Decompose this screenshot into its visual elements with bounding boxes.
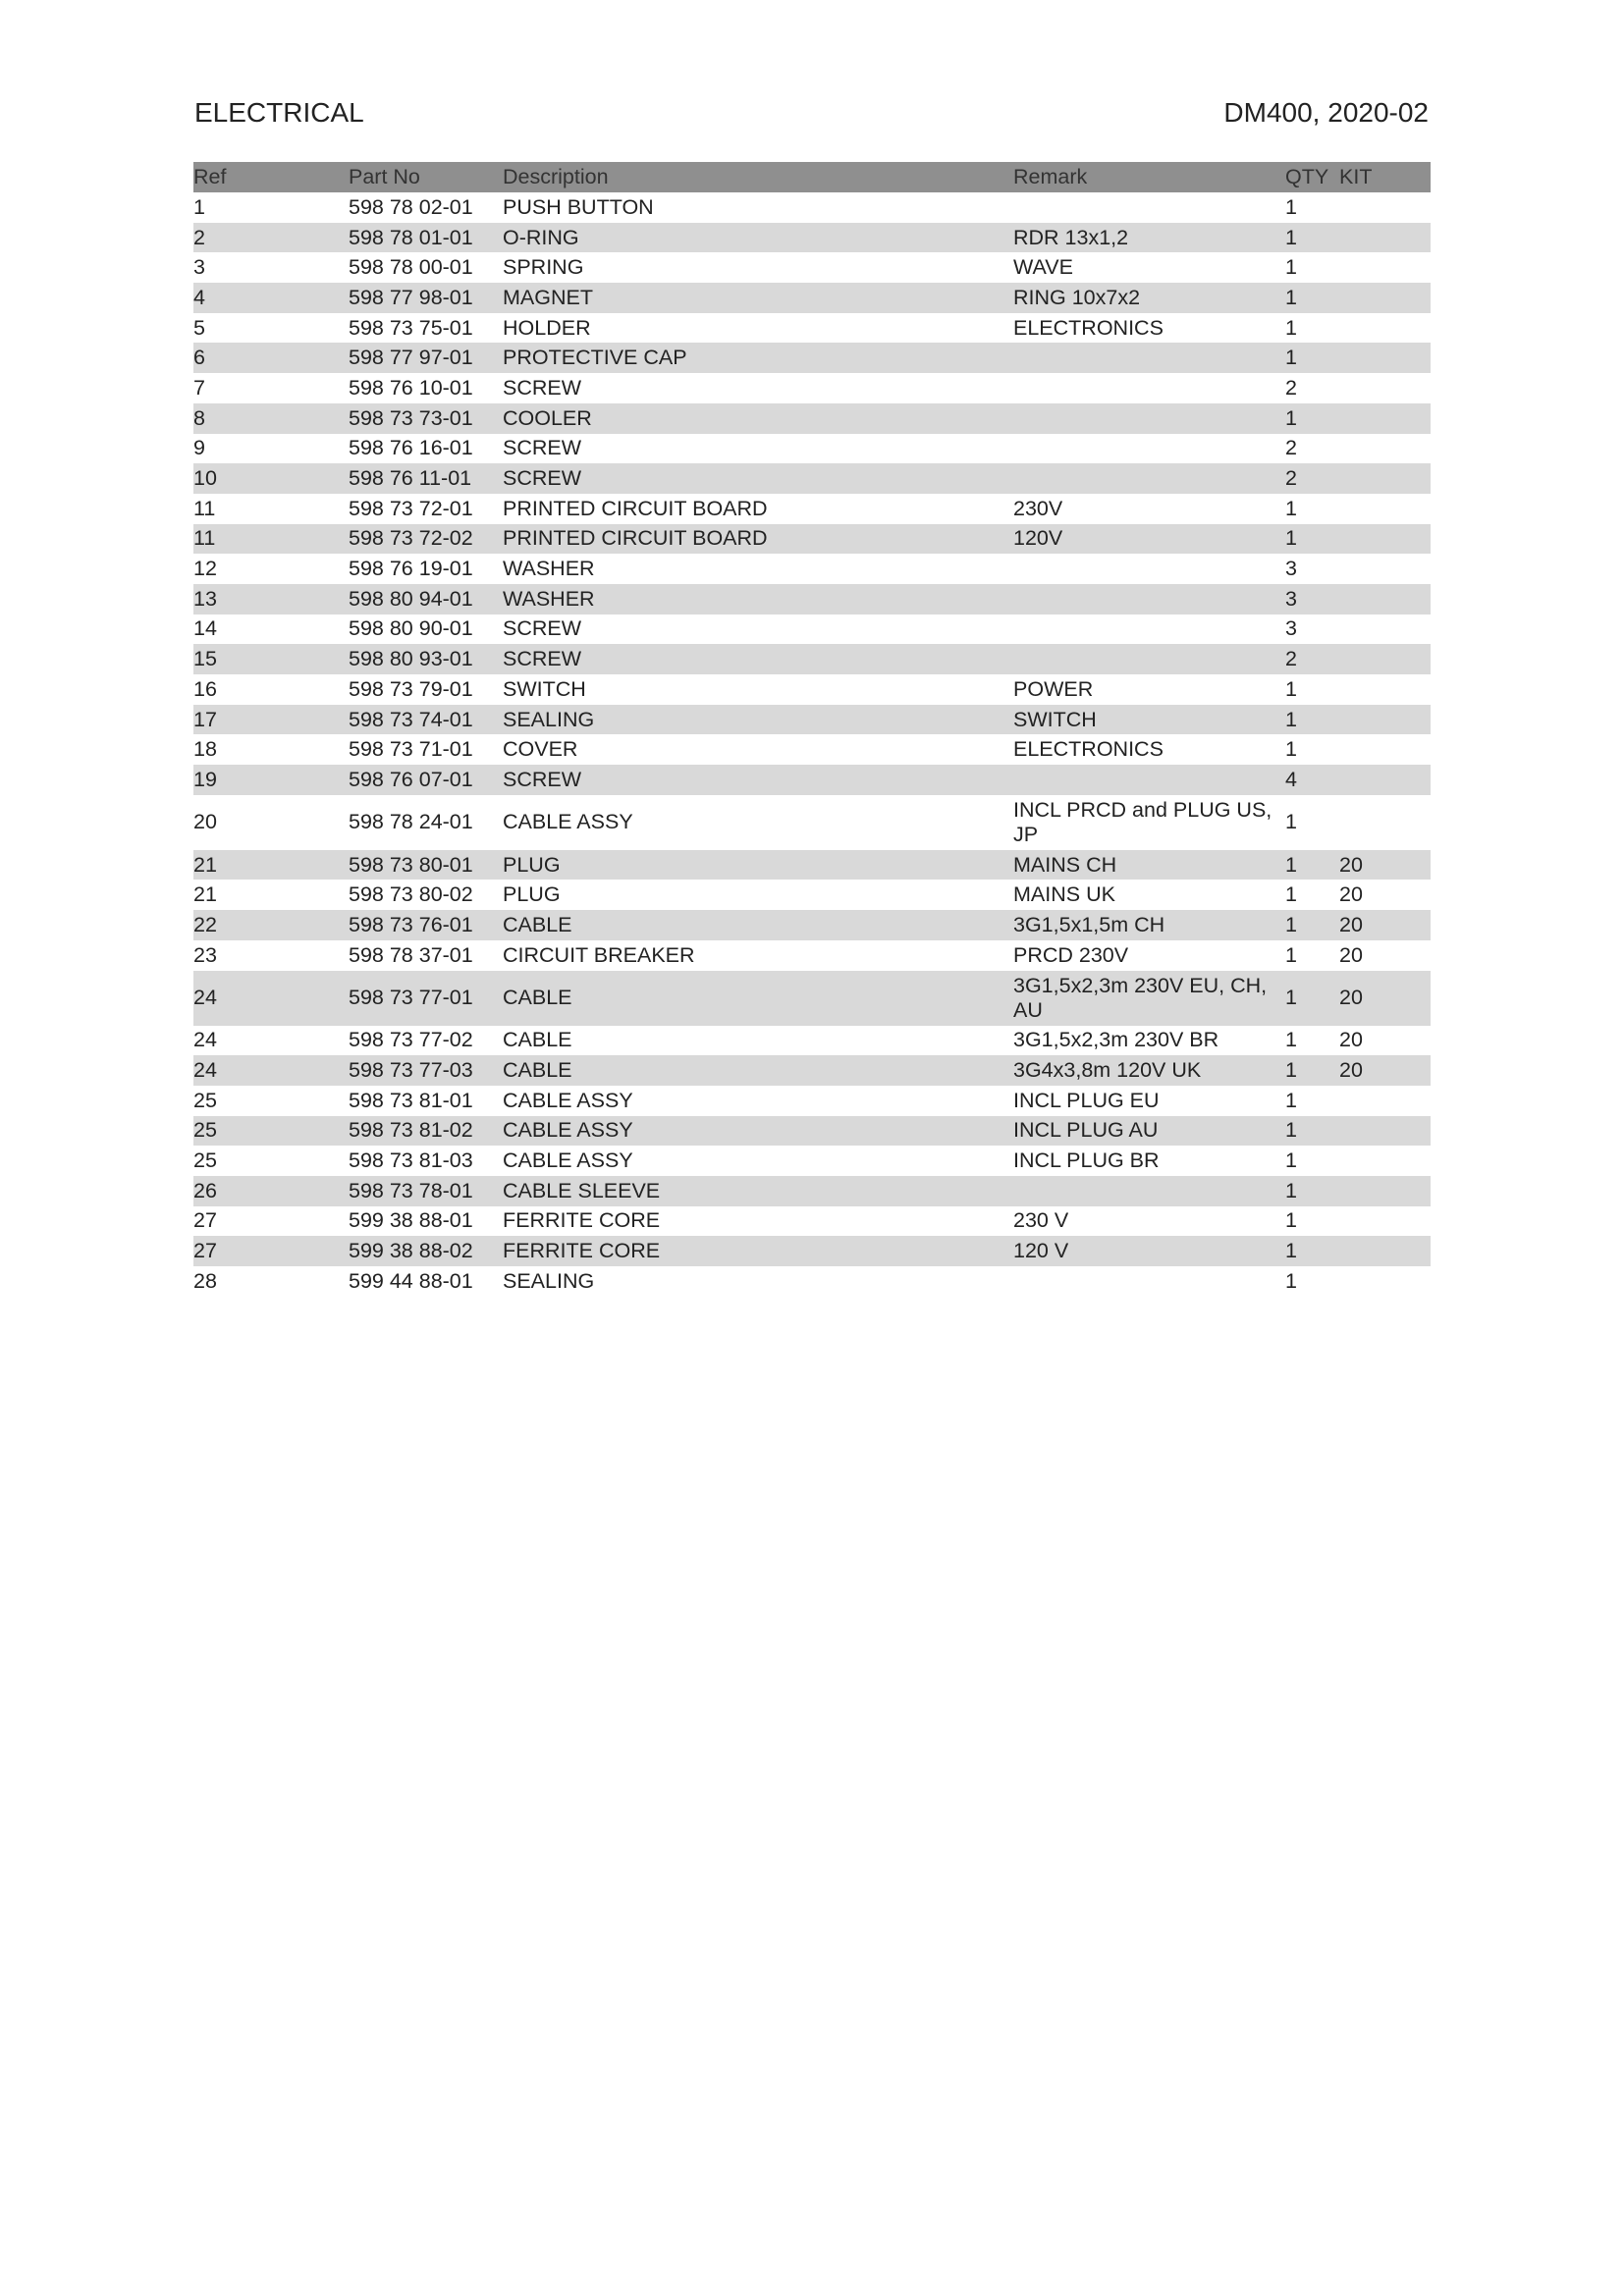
remark-cell: ELECTRONICS (1013, 315, 1164, 340)
kit-cell (1339, 1086, 1431, 1116)
description-cell: WASHER (503, 586, 595, 611)
part-no-cell: 599 38 88-01 (349, 1208, 473, 1233)
part-no-cell: 598 80 93-01 (349, 647, 473, 671)
qty-cell: 1 (1285, 912, 1297, 936)
kit-cell (1339, 705, 1431, 735)
table-row (193, 223, 1431, 253)
kit-cell: 20 (1339, 1058, 1363, 1083)
kit-cell: 20 (1339, 882, 1363, 907)
ref-cell: 2 (193, 225, 205, 249)
description-cell: SCREW (503, 375, 582, 400)
description-cell: SWITCH (503, 676, 586, 701)
part-no-cell: 598 73 80-02 (349, 882, 473, 907)
kit-cell (1339, 252, 1431, 283)
table-header-row (193, 162, 1431, 192)
remark-cell (1013, 403, 1285, 434)
part-no-cell: 598 73 77-03 (349, 1058, 473, 1083)
table-row (193, 850, 1431, 881)
part-no-cell: 598 78 01-01 (349, 225, 473, 249)
ref-cell: 13 (193, 586, 217, 611)
qty-cell: 1 (1285, 882, 1297, 907)
table-row (193, 644, 1431, 674)
qty-cell: 1 (1285, 1118, 1297, 1143)
description-cell: PLUG (503, 852, 561, 877)
table-row (193, 971, 1431, 1026)
table-row (193, 1266, 1431, 1297)
part-no-cell: 598 73 81-02 (349, 1118, 473, 1143)
qty-cell: 1 (1285, 346, 1297, 370)
description-cell: PRINTED CIRCUIT BOARD (503, 496, 768, 520)
section-title: ELECTRICAL (194, 97, 364, 128)
kit-cell (1339, 313, 1431, 344)
column-header-part-no: Part No (349, 165, 420, 188)
kit-cell (1339, 524, 1431, 555)
kit-cell (1339, 373, 1431, 403)
part-no-cell: 598 76 10-01 (349, 375, 473, 400)
part-no-cell: 598 73 81-03 (349, 1148, 473, 1173)
part-no-cell: 598 73 78-01 (349, 1178, 473, 1202)
ref-cell: 25 (193, 1118, 217, 1143)
ref-cell: 6 (193, 346, 205, 370)
ref-cell: 11 (193, 496, 216, 520)
ref-cell: 24 (193, 1028, 217, 1052)
description-cell: FERRITE CORE (503, 1208, 661, 1233)
ref-cell: 1 (193, 194, 205, 219)
table-row (193, 795, 1431, 850)
ref-cell: 15 (193, 647, 217, 671)
ref-cell: 8 (193, 405, 205, 430)
remark-cell: 3G4x3,8m 120V UK (1013, 1058, 1202, 1083)
table-row (193, 705, 1431, 735)
ref-cell: 3 (193, 255, 205, 280)
remark-cell: WAVE (1013, 255, 1073, 280)
remark-cell: RING 10x7x2 (1013, 285, 1141, 309)
qty-cell: 1 (1285, 707, 1297, 731)
ref-cell: 22 (193, 912, 217, 936)
remark-cell (1013, 434, 1285, 464)
remark-cell: INCL PLUG EU (1013, 1088, 1160, 1112)
part-no-cell: 598 78 37-01 (349, 942, 473, 967)
kit-cell: 20 (1339, 912, 1363, 936)
column-header-ref: Ref (193, 165, 227, 188)
qty-cell: 1 (1285, 315, 1297, 340)
qty-cell: 1 (1285, 942, 1297, 967)
ref-cell: 27 (193, 1208, 217, 1233)
ref-cell: 21 (193, 852, 217, 877)
qty-cell: 1 (1285, 1178, 1297, 1202)
qty-cell: 1 (1285, 1028, 1297, 1052)
kit-cell (1339, 1176, 1431, 1206)
remark-cell: 230 V (1013, 1208, 1069, 1233)
ref-cell: 10 (193, 466, 217, 491)
description-cell: PROTECTIVE CAP (503, 346, 687, 370)
description-cell: CABLE SLEEVE (503, 1178, 661, 1202)
ref-cell: 27 (193, 1239, 217, 1263)
remark-cell: INCL PLUG AU (1013, 1118, 1159, 1143)
column-header-description: Description (503, 165, 609, 188)
page-header (194, 95, 1429, 131)
part-no-cell: 598 78 24-01 (349, 810, 473, 834)
table-row (193, 674, 1431, 705)
qty-cell: 2 (1285, 466, 1297, 491)
table-row (193, 313, 1431, 344)
table-row (193, 1206, 1431, 1237)
kit-cell (1339, 434, 1431, 464)
part-no-cell: 598 73 73-01 (349, 405, 473, 430)
qty-cell: 1 (1285, 405, 1297, 430)
qty-cell: 1 (1285, 526, 1297, 551)
part-no-cell: 599 44 88-01 (349, 1268, 473, 1293)
ref-cell: 21 (193, 882, 217, 907)
part-no-cell: 598 77 97-01 (349, 346, 473, 370)
table-row (193, 283, 1431, 313)
kit-cell (1339, 644, 1431, 674)
remark-cell (1013, 192, 1285, 223)
description-cell: CABLE (503, 912, 572, 936)
remark-cell (1013, 373, 1285, 403)
remark-cell (1013, 584, 1285, 614)
table-row (193, 584, 1431, 614)
description-cell: WASHER (503, 557, 595, 581)
qty-cell: 1 (1285, 986, 1297, 1009)
ref-cell: 5 (193, 315, 205, 340)
kit-cell (1339, 765, 1431, 795)
description-cell: MAGNET (503, 285, 593, 309)
part-no-cell: 598 73 81-01 (349, 1088, 473, 1112)
column-header-qty: QTY (1285, 165, 1329, 188)
ref-cell: 25 (193, 1148, 217, 1173)
remark-cell: RDR 13x1,2 (1013, 225, 1129, 249)
remark-cell: PRCD 230V (1013, 942, 1129, 967)
remark-cell: INCL PLUG BR (1013, 1148, 1160, 1173)
kit-cell (1339, 1146, 1431, 1176)
part-no-cell: 598 73 71-01 (349, 737, 473, 762)
description-cell: CABLE ASSY (503, 1118, 633, 1143)
remark-cell: ELECTRONICS (1013, 737, 1164, 762)
table-row (193, 463, 1431, 494)
description-cell: CABLE ASSY (503, 1088, 633, 1112)
kit-cell (1339, 614, 1431, 645)
table-row (193, 1176, 1431, 1206)
remark-cell (1013, 463, 1285, 494)
ref-cell: 18 (193, 737, 217, 762)
description-cell: PLUG (503, 882, 561, 907)
remark-cell (1013, 554, 1285, 584)
kit-cell: 20 (1339, 852, 1363, 877)
ref-cell: 12 (193, 557, 217, 581)
description-cell: PRINTED CIRCUIT BOARD (503, 526, 768, 551)
table-row (193, 1146, 1431, 1176)
qty-cell: 1 (1285, 194, 1297, 219)
remark-cell: 3G1,5x2,3m 230V BR (1013, 1028, 1219, 1052)
remark-cell: SWITCH (1013, 707, 1097, 731)
ref-cell: 16 (193, 676, 217, 701)
description-cell: CIRCUIT BREAKER (503, 942, 695, 967)
description-cell: FERRITE CORE (503, 1239, 661, 1263)
kit-cell (1339, 1236, 1431, 1266)
description-cell: SEALING (503, 1268, 595, 1293)
table-row (193, 1055, 1431, 1086)
qty-cell: 1 (1285, 1208, 1297, 1233)
remark-cell (1013, 1266, 1285, 1297)
description-cell: HOLDER (503, 315, 591, 340)
qty-cell: 3 (1285, 557, 1297, 581)
kit-cell (1339, 403, 1431, 434)
part-no-cell: 598 76 07-01 (349, 767, 473, 791)
table-row (193, 434, 1431, 464)
ref-cell: 17 (193, 707, 217, 731)
part-no-cell: 598 73 75-01 (349, 315, 473, 340)
ref-cell: 26 (193, 1178, 217, 1202)
table-row (193, 734, 1431, 765)
table-row (193, 554, 1431, 584)
part-no-cell: 598 73 77-01 (349, 986, 473, 1009)
qty-cell: 1 (1285, 737, 1297, 762)
description-cell: SCREW (503, 436, 582, 460)
part-no-cell: 598 77 98-01 (349, 285, 473, 309)
qty-cell: 1 (1285, 285, 1297, 309)
remark-cell (1013, 765, 1285, 795)
ref-cell: 25 (193, 1088, 217, 1112)
qty-cell: 1 (1285, 255, 1297, 280)
description-cell: SPRING (503, 255, 584, 280)
part-no-cell: 598 73 79-01 (349, 676, 473, 701)
kit-cell (1339, 1116, 1431, 1147)
description-cell: SCREW (503, 647, 582, 671)
description-cell: PUSH BUTTON (503, 194, 654, 219)
remark-cell: MAINS UK (1013, 882, 1115, 907)
table-row (193, 252, 1431, 283)
kit-cell (1339, 674, 1431, 705)
qty-cell: 3 (1285, 586, 1297, 611)
part-no-cell: 598 73 74-01 (349, 707, 473, 731)
remark-cell: MAINS CH (1013, 852, 1117, 877)
kit-cell: 20 (1339, 942, 1363, 967)
qty-cell: 1 (1285, 852, 1297, 877)
ref-cell: 20 (193, 810, 217, 834)
remark-cell: 120V (1013, 526, 1063, 551)
kit-cell (1339, 192, 1431, 223)
table-row (193, 1236, 1431, 1266)
remark-cell (1013, 1176, 1285, 1206)
kit-cell (1339, 554, 1431, 584)
qty-cell: 1 (1285, 1148, 1297, 1173)
table-row (193, 373, 1431, 403)
qty-cell: 1 (1285, 1239, 1297, 1263)
qty-cell: 2 (1285, 436, 1297, 460)
parts-table (193, 162, 1431, 1297)
kit-cell (1339, 1206, 1431, 1237)
remark-cell: POWER (1013, 676, 1094, 701)
qty-cell: 1 (1285, 225, 1297, 249)
part-no-cell: 599 38 88-02 (349, 1239, 473, 1263)
description-cell: SCREW (503, 466, 582, 491)
qty-cell: 1 (1285, 496, 1297, 520)
qty-cell: 1 (1285, 810, 1297, 834)
remark-cell (1013, 644, 1285, 674)
description-cell: CABLE ASSY (503, 810, 633, 834)
table-row (193, 940, 1431, 971)
ref-cell: 14 (193, 616, 217, 641)
table-row (193, 192, 1431, 223)
qty-cell: 4 (1285, 767, 1297, 791)
table-row (193, 1116, 1431, 1147)
description-cell: SEALING (503, 707, 595, 731)
part-no-cell: 598 73 72-01 (349, 496, 473, 520)
part-no-cell: 598 80 90-01 (349, 616, 473, 641)
table-row (193, 1026, 1431, 1056)
kit-cell (1339, 795, 1431, 850)
part-no-cell: 598 76 19-01 (349, 557, 473, 581)
kit-cell (1339, 584, 1431, 614)
qty-cell: 3 (1285, 616, 1297, 641)
remark-cell (1013, 614, 1285, 645)
table-row (193, 1086, 1431, 1116)
ref-cell: 23 (193, 942, 217, 967)
part-no-cell: 598 73 77-02 (349, 1028, 473, 1052)
description-cell: O-RING (503, 225, 579, 249)
ref-cell: 4 (193, 285, 205, 309)
kit-cell (1339, 343, 1431, 373)
table-row (193, 524, 1431, 555)
description-cell: COVER (503, 737, 578, 762)
table-row (193, 494, 1431, 524)
table-row (193, 403, 1431, 434)
ref-cell: 19 (193, 767, 217, 791)
kit-cell (1339, 494, 1431, 524)
kit-cell: 20 (1339, 986, 1363, 1009)
kit-cell (1339, 223, 1431, 253)
description-cell: CABLE (503, 1058, 572, 1083)
part-no-cell: 598 76 11-01 (349, 466, 472, 491)
qty-cell: 1 (1285, 1058, 1297, 1083)
part-no-cell: 598 73 72-02 (349, 526, 473, 551)
remark-cell (1013, 343, 1285, 373)
qty-cell: 1 (1285, 1268, 1297, 1293)
description-cell: SCREW (503, 767, 582, 791)
column-header-kit: KIT (1339, 165, 1373, 188)
remark-cell: 3G1,5x2,3m 230V EU, CH, AU (1013, 973, 1268, 1022)
remark-cell: 3G1,5x1,5m CH (1013, 912, 1165, 936)
description-cell: CABLE ASSY (503, 1148, 633, 1173)
remark-cell: 230V (1013, 496, 1063, 520)
description-cell: COOLER (503, 405, 592, 430)
qty-cell: 1 (1285, 676, 1297, 701)
ref-cell: 28 (193, 1268, 217, 1293)
kit-cell (1339, 734, 1431, 765)
part-no-cell: 598 80 94-01 (349, 586, 473, 611)
qty-cell: 2 (1285, 375, 1297, 400)
kit-cell: 20 (1339, 1028, 1363, 1052)
model-date: DM400, 2020-02 (1223, 97, 1429, 128)
part-no-cell: 598 76 16-01 (349, 436, 473, 460)
description-cell: CABLE (503, 986, 572, 1009)
part-no-cell: 598 73 80-01 (349, 852, 473, 877)
remark-cell: INCL PRCD and PLUG US, JP (1013, 797, 1272, 846)
ref-cell: 7 (193, 375, 205, 400)
kit-cell (1339, 1266, 1431, 1297)
kit-cell (1339, 463, 1431, 494)
table-body (193, 192, 1431, 1297)
table-row (193, 614, 1431, 645)
qty-cell: 2 (1285, 647, 1297, 671)
ref-cell: 24 (193, 1058, 217, 1083)
ref-cell: 11 (193, 526, 216, 551)
table-row (193, 343, 1431, 373)
part-no-cell: 598 73 76-01 (349, 912, 473, 936)
table-row (193, 880, 1431, 910)
description-cell: SCREW (503, 616, 582, 641)
part-no-cell: 598 78 02-01 (349, 194, 473, 219)
remark-cell: 120 V (1013, 1239, 1069, 1263)
column-header-remark: Remark (1013, 165, 1088, 188)
table-row (193, 910, 1431, 940)
ref-cell: 24 (193, 986, 217, 1009)
kit-cell (1339, 283, 1431, 313)
table-row (193, 765, 1431, 795)
qty-cell: 1 (1285, 1088, 1297, 1112)
description-cell: CABLE (503, 1028, 572, 1052)
part-no-cell: 598 78 00-01 (349, 255, 473, 280)
ref-cell: 9 (193, 436, 205, 460)
